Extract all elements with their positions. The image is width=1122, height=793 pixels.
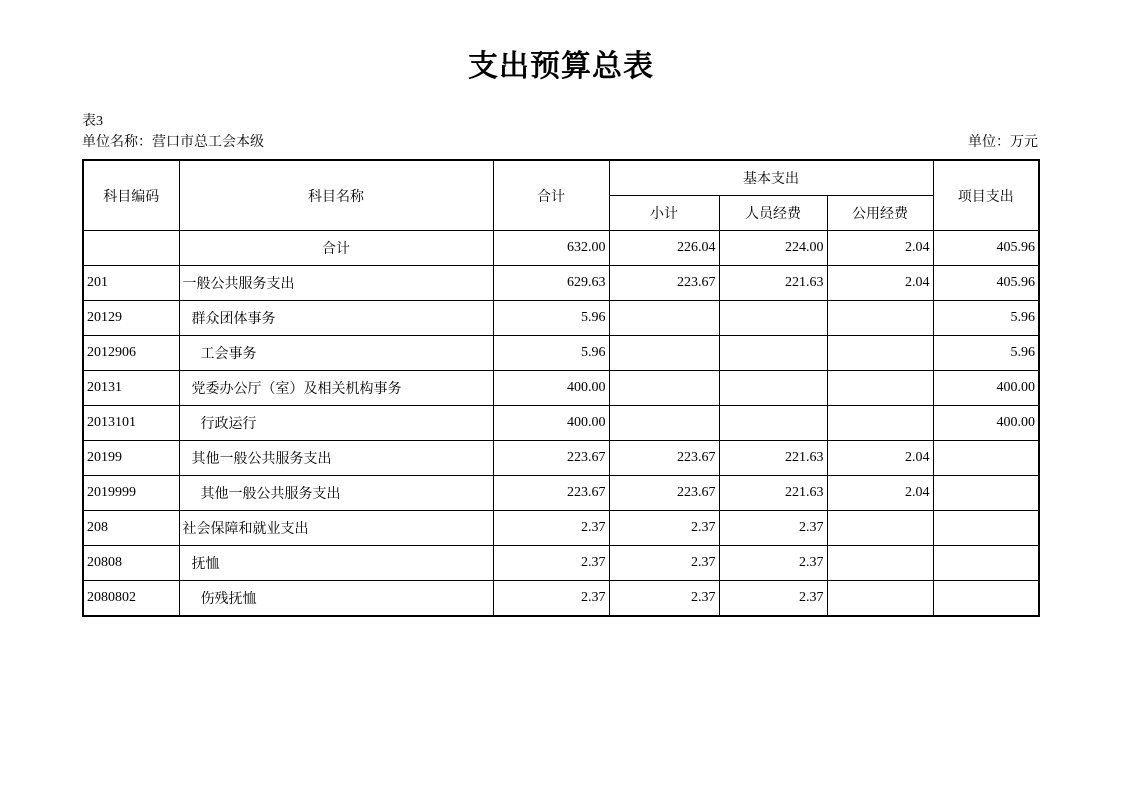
cell-personnel-expense (719, 371, 827, 406)
cell-public-expense: 2.04 (827, 231, 933, 266)
cell-total: 2.37 (493, 511, 609, 546)
cell-total: 223.67 (493, 441, 609, 476)
cell-total: 2.37 (493, 581, 609, 617)
cell-basic-subtotal: 223.67 (609, 441, 719, 476)
table-row (83, 511, 1039, 546)
cell-public-expense (827, 301, 933, 336)
table-number-label: 表3 (82, 114, 103, 129)
cell-basic-subtotal: 2.37 (609, 581, 719, 617)
cell-subject-code: 20129 (83, 301, 179, 336)
cell-subject-name: 抚恤 (179, 546, 493, 581)
cell-subject-name: 群众团体事务 (179, 301, 493, 336)
cell-subject-code (83, 231, 179, 266)
cell-total: 223.67 (493, 476, 609, 511)
cell-total: 400.00 (493, 371, 609, 406)
table-row (83, 406, 1039, 441)
cell-personnel-expense: 221.63 (719, 441, 827, 476)
header-subject-code: 科目编码 (83, 160, 179, 231)
cell-subject-name: 伤残抚恤 (179, 581, 493, 617)
table-meta-row (82, 133, 1038, 152)
cell-subject-name: 行政运行 (179, 406, 493, 441)
cell-public-expense: 2.04 (827, 441, 933, 476)
cell-personnel-expense (719, 301, 827, 336)
table-row (83, 581, 1039, 617)
cell-subject-code: 20808 (83, 546, 179, 581)
cell-total: 400.00 (493, 406, 609, 441)
cell-total: 5.96 (493, 301, 609, 336)
table-row (83, 301, 1039, 336)
cell-basic-subtotal: 223.67 (609, 476, 719, 511)
cell-personnel-expense: 2.37 (719, 581, 827, 617)
cell-public-expense: 2.04 (827, 266, 933, 301)
cell-subject-name: 社会保障和就业支出 (179, 511, 493, 546)
cell-project-expense (933, 546, 1039, 581)
cell-public-expense (827, 546, 933, 581)
cell-subject-name: 合计 (179, 231, 493, 266)
cell-project-expense (933, 476, 1039, 511)
cell-subject-name: 党委办公厅（室）及相关机构事务 (179, 371, 493, 406)
cell-personnel-expense: 221.63 (719, 266, 827, 301)
cell-project-expense (933, 441, 1039, 476)
cell-subject-code: 2080802 (83, 581, 179, 617)
cell-basic-subtotal (609, 371, 719, 406)
cell-subject-code: 201 (83, 266, 179, 301)
cell-personnel-expense: 2.37 (719, 546, 827, 581)
cell-subject-code: 2019999 (83, 476, 179, 511)
table-row (83, 441, 1039, 476)
cell-basic-subtotal: 223.67 (609, 266, 719, 301)
cell-public-expense (827, 371, 933, 406)
cell-public-expense (827, 406, 933, 441)
cell-personnel-expense: 224.00 (719, 231, 827, 266)
cell-project-expense: 405.96 (933, 266, 1039, 301)
table-row (83, 476, 1039, 511)
table-row (83, 546, 1039, 581)
budget-table-body (83, 231, 1039, 617)
header-row-1 (83, 160, 1039, 196)
cell-subject-code: 20131 (83, 371, 179, 406)
table-row (83, 371, 1039, 406)
cell-public-expense (827, 511, 933, 546)
cell-basic-subtotal (609, 406, 719, 441)
header-personnel-expense: 人员经费 (719, 196, 827, 231)
cell-project-expense: 400.00 (933, 371, 1039, 406)
page-title: 支出预算总表 (468, 49, 654, 84)
cell-project-expense: 405.96 (933, 231, 1039, 266)
cell-project-expense (933, 581, 1039, 617)
budget-table-header (83, 160, 1039, 231)
cell-basic-subtotal: 226.04 (609, 231, 719, 266)
cell-project-expense: 5.96 (933, 336, 1039, 371)
cell-personnel-expense (719, 336, 827, 371)
cell-subject-code: 2012906 (83, 336, 179, 371)
header-total: 合计 (493, 160, 609, 231)
table-row (83, 231, 1039, 266)
cell-project-expense (933, 511, 1039, 546)
cell-project-expense: 5.96 (933, 301, 1039, 336)
table-row (83, 336, 1039, 371)
header-basic-expenditure: 基本支出 (609, 160, 933, 196)
cell-subject-code: 208 (83, 511, 179, 546)
cell-personnel-expense: 2.37 (719, 511, 827, 546)
header-subject-name: 科目名称 (179, 160, 493, 231)
cell-subject-code: 2013101 (83, 406, 179, 441)
cell-total: 632.00 (493, 231, 609, 266)
cell-subject-name: 其他一般公共服务支出 (179, 476, 493, 511)
budget-table (82, 159, 1040, 617)
budget-sheet (82, 113, 1038, 617)
unit-name-label: 单位名称：营口市总工会本级 (82, 135, 264, 150)
cell-subject-name: 一般公共服务支出 (179, 266, 493, 301)
cell-project-expense: 400.00 (933, 406, 1039, 441)
currency-unit-label: 单位：万元 (968, 135, 1038, 150)
cell-public-expense (827, 581, 933, 617)
header-project-expenditure: 项目支出 (933, 160, 1039, 231)
cell-basic-subtotal: 2.37 (609, 546, 719, 581)
cell-total: 5.96 (493, 336, 609, 371)
cell-public-expense: 2.04 (827, 476, 933, 511)
cell-basic-subtotal (609, 336, 719, 371)
cell-personnel-expense (719, 406, 827, 441)
cell-total: 2.37 (493, 546, 609, 581)
header-basic-subtotal: 小计 (609, 196, 719, 231)
cell-subject-name: 其他一般公共服务支出 (179, 441, 493, 476)
cell-basic-subtotal (609, 301, 719, 336)
cell-subject-code: 20199 (83, 441, 179, 476)
header-public-expense: 公用经费 (827, 196, 933, 231)
cell-subject-name: 工会事务 (179, 336, 493, 371)
cell-public-expense (827, 336, 933, 371)
cell-total: 629.63 (493, 266, 609, 301)
table-row (83, 266, 1039, 301)
cell-basic-subtotal: 2.37 (609, 511, 719, 546)
cell-personnel-expense: 221.63 (719, 476, 827, 511)
